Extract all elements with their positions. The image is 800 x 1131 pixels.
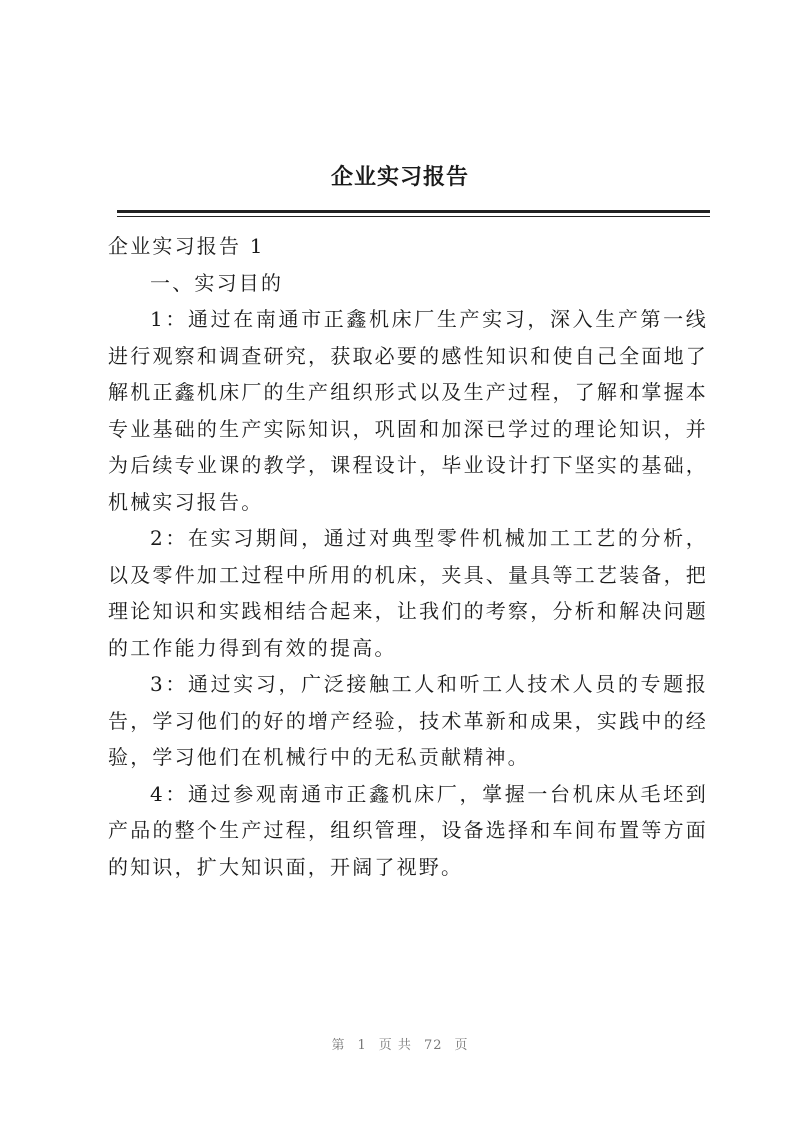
- footer-page-number: 1: [357, 1038, 367, 1053]
- footer-total-pages: 72: [423, 1038, 443, 1053]
- footer-suffix: 页: [454, 1038, 469, 1053]
- paragraph-1: 1：通过在南通市正鑫机床厂生产实习，深入生产第一线进行观察和调查研究，获取必要的感性知识和使自己全面地了解机正鑫机床厂的生产组织形式以及生产过程，了解和掌握本专业基础的生产实际知识，巩固和加深已学过的理论知识，并为后续专业课的教学，课程设计，毕业设计打下坚实的基础，机械实习报告。: [108, 307, 708, 514]
- title-rule-thin: [117, 216, 710, 217]
- section-label: 企业实习报告 1: [108, 234, 265, 258]
- footer-prefix: 第: [331, 1038, 346, 1053]
- title-rule-thick: [117, 210, 710, 213]
- paragraph-4: 4：通过参观南通市正鑫机床厂，掌握一台机床从毛坯到产品的整个生产过程，组织管理，设备选择和车间布置等方面的知识，扩大知识面，开阔了视野。: [108, 781, 708, 879]
- paragraph-3: 3：通过实习，广泛接触工人和听工人技术人员的专题报告，学习他们的好的增产经验，技术革新和成果，实践中的经验，学习他们在机械行中的无私贡献精神。: [108, 672, 708, 769]
- paragraph-2: 2：在实习期间，通过对典型零件机械加工工艺的分析，以及零件加工过程中所用的机床，夹具、量具等工艺装备，把理论知识和实践相结合起来，让我们的考察，分析和解决问题的工作能力得到有效的提高。: [108, 526, 708, 660]
- document-body: [108, 228, 708, 885]
- page-footer: [0, 1034, 800, 1053]
- document-title: 企业实习报告: [330, 165, 469, 190]
- section-heading: 一、实习目的: [150, 270, 284, 295]
- footer-middle: 页 共: [378, 1038, 412, 1053]
